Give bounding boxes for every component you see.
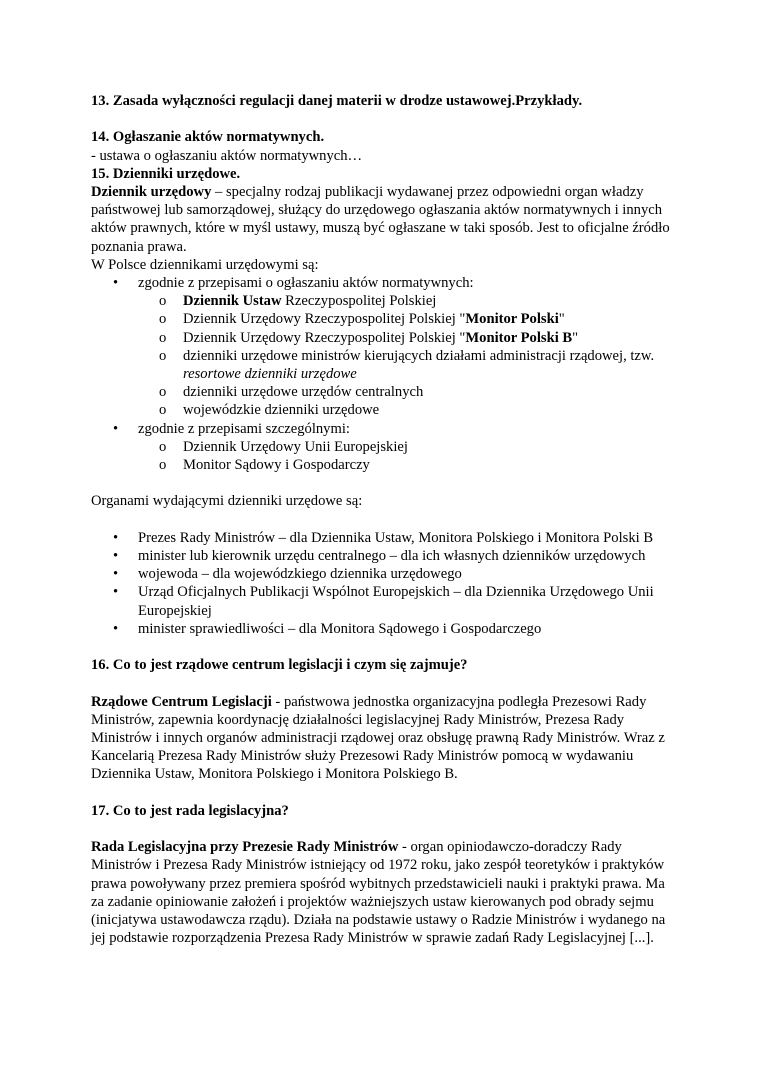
q15-definition-text: – specjalny rodzaj publikacji wydawanej przez odpowiedni organ władzy państwowej lub samorządowej, służący do urzędowego ogłaszania aktów normatywnych i innych aktów prawnych, które w myśl ustawy, muszą być ogłaszane w taki sposób. Jest to oficjalne źródło poznania prawa. bbox=[91, 184, 670, 255]
journals-list bbox=[91, 274, 681, 474]
q16-term: Rządowe Centrum Legislacji bbox=[91, 693, 272, 710]
group-2-list bbox=[138, 438, 681, 474]
item-text: Dziennik Urzędowy Rzeczypospolitej Polskiej " bbox=[183, 311, 466, 328]
q17-heading: 17. Co to jest rada legislacyjna? bbox=[91, 802, 289, 819]
spacer bbox=[91, 674, 681, 692]
q15-definition bbox=[91, 183, 681, 256]
item-bold: Monitor Polski bbox=[465, 311, 559, 328]
document-page bbox=[91, 92, 681, 947]
q16-paragraph bbox=[91, 693, 681, 784]
q16-heading: 16. Co to jest rządowe centrum legislacji i czym się zajmuje? bbox=[91, 657, 468, 674]
item-text: Dziennik Urzędowy Unii Europejskiej bbox=[183, 438, 408, 455]
q17-paragraph bbox=[91, 838, 681, 947]
spacer bbox=[91, 784, 681, 802]
q17-text: - organ opiniodawczo-doradczy Rady Ministrów i Prezesa Rady Ministrów istniejący od 1972 roku, jako zespół teoretyków i praktyków prawa powoływany przez premiera spośród wybitnych przedstawicieli nauki i praktyki prawa. Ma za zadanie opiniowanie założeń i projektów ważniejszych ustaw kierowanych pod obrady sejmu (inicjatywa ustawodawcza rządu). Działa na podstawie ustawy o Radzie Ministrów i wydanego na jej podstawie rozporządzenia Prezesa Rady Ministrów w sprawie zadań Rady Legislacyjnej [...]. bbox=[91, 839, 666, 947]
list-item bbox=[138, 347, 681, 383]
item-text-tail: " bbox=[572, 329, 579, 346]
list-item: • Urząd Oficjalnych Publikacji Wspólnot Europejskich – dla Dziennika Urzędowego Unii Europejskiej bbox=[91, 583, 681, 619]
journals-group-2 bbox=[91, 420, 681, 475]
item-text-tail: " bbox=[558, 311, 565, 328]
journals-group-1 bbox=[91, 274, 681, 420]
item-bold: Monitor Polski B bbox=[465, 329, 573, 346]
q14-heading: 14. Ogłaszanie aktów normatywnych. bbox=[91, 129, 325, 146]
q15-heading: 15. Dzienniki urzędowe. bbox=[91, 165, 241, 182]
q17-term: Rada Legislacyjna przy Prezesie Rady Ministrów bbox=[91, 839, 399, 856]
group-2-label: zgodnie z przepisami szczególnymi: bbox=[138, 420, 350, 437]
list-item bbox=[138, 310, 681, 328]
organs-list bbox=[91, 529, 681, 638]
item-text: wojewódzkie dzienniki urzędowe bbox=[183, 402, 380, 419]
item-text: Monitor Sądowy i Gospodarczy bbox=[183, 457, 370, 474]
list-item bbox=[138, 401, 681, 419]
list-item: • minister lub kierownik urzędu centralnego – dla ich własnych dzienników urzędowych bbox=[91, 547, 681, 565]
item-text: Rzeczypospolitej Polskiej bbox=[281, 293, 437, 310]
q15-term: Dziennik urzędowy bbox=[91, 184, 212, 200]
list-item bbox=[138, 329, 681, 347]
item-text: Dziennik Urzędowy Rzeczypospolitej Polskiej " bbox=[183, 329, 466, 346]
list-item: • wojewoda – dla wojewódzkiego dziennika urzędowego bbox=[91, 565, 681, 583]
q14-note: - ustawa o ogłaszaniu aktów normatywnych… bbox=[91, 147, 363, 164]
item-text: dzienniki urzędowe ministrów kierujących działami administracji rządowej, tzw. bbox=[183, 347, 655, 364]
list-item: • Prezes Rady Ministrów – dla Dziennika Ustaw, Monitora Polskiego i Monitora Polski B bbox=[91, 529, 681, 547]
list-item bbox=[138, 292, 681, 310]
list-item bbox=[138, 383, 681, 401]
q16-text: - państwowa jednostka organizacyjna podległa Prezesowi Rady Ministrów, zapewnia koordynację działalności legislacyjnej Rady Ministrów, Prezesa Rady Ministrów i innych organów administracji rządowej oraz obsługę prawną Rady Ministrów. Wraz z Kancelarią Prezesa Rady Ministrów służy Prezesowi Rady Ministrów pomocą w wydawaniu Dziennika Ustaw, Monitora Polskiego i Monitora Polskiego B. bbox=[91, 693, 665, 783]
list-item bbox=[138, 438, 681, 456]
spacer bbox=[91, 474, 681, 492]
spacer bbox=[91, 110, 681, 128]
list-item bbox=[138, 456, 681, 474]
spacer bbox=[91, 820, 681, 838]
list-item: • minister sprawiedliwości – dla Monitora Sądowego i Gospodarczego bbox=[91, 620, 681, 638]
group-1-list bbox=[138, 292, 681, 419]
q15-intro: W Polsce dziennikami urzędowymi są: bbox=[91, 256, 319, 273]
q13-heading: 13. Zasada wyłączności regulacji danej materii w drodze ustawowej.Przykłady. bbox=[91, 93, 583, 109]
group-1-label: zgodnie z przepisami o ogłaszaniu aktów normatywnych: bbox=[138, 275, 474, 292]
spacer bbox=[91, 638, 681, 656]
organs-intro: Organami wydającymi dzienniki urzędowe są: bbox=[91, 493, 363, 510]
spacer bbox=[91, 511, 681, 529]
item-italic: resortowe dzienniki urzędowe bbox=[183, 366, 357, 383]
item-bold: Dziennik Ustaw bbox=[183, 293, 282, 310]
item-text: dzienniki urzędowe urzędów centralnych bbox=[183, 384, 424, 401]
